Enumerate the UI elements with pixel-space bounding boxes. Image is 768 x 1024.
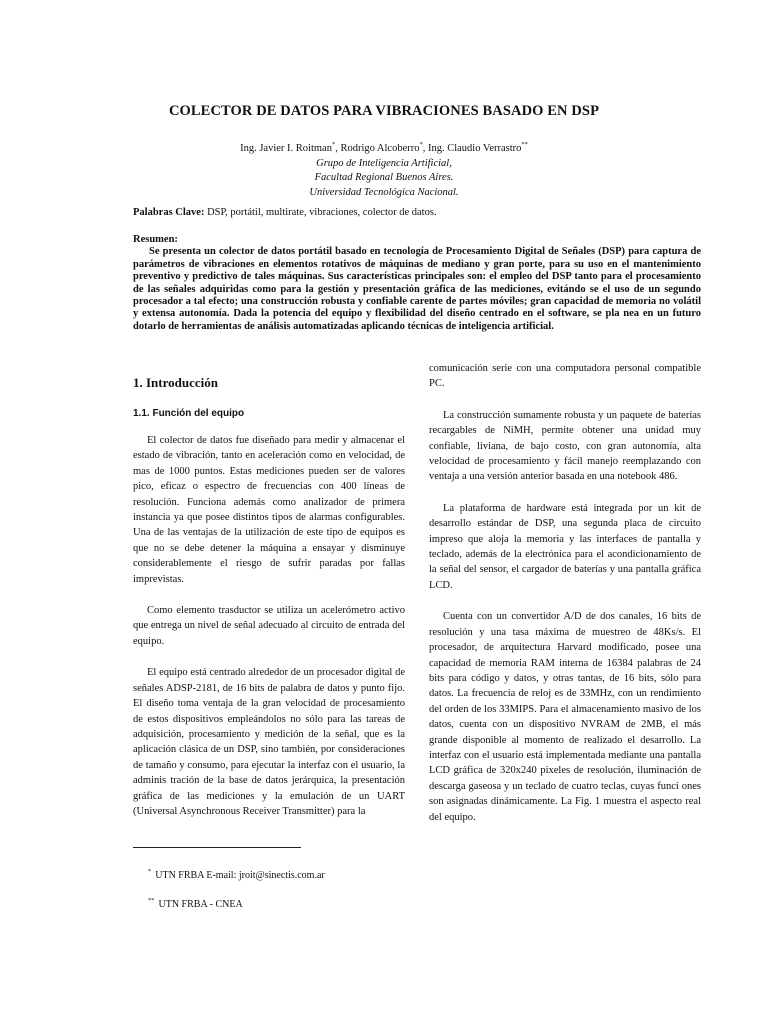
author-mark: ** <box>521 141 528 148</box>
body-paragraph: El colector de datos fue diseñado para medir y almacenar el estado de vibración, tanto en aceleración como en velocidad, de mas de 1000 puntos. Estas mediciones pueden ser de valores pico, eficaz o espectro de frecuencias con 400 líneas de resolución. Funciona además como analizador de primera instancia ya que posee distintos tipos de alarmas configurables. Una de las ventajas de la utilización de este tipo de equipos es que no se debe detener la máquina a ensayar y disminuye considerablemente el riesgo de sufrir paradas por fallas imprevistas. <box>133 435 405 585</box>
keywords-text: DSP, portátil, multirate, vibraciones, colector de datos. <box>204 207 437 218</box>
footnote <box>148 868 325 881</box>
author-mark: * <box>419 141 423 148</box>
subsection-heading: 1.1. Función del equipo <box>133 408 245 419</box>
authors-line <box>0 138 768 157</box>
abstract <box>133 234 701 333</box>
footnote-divider <box>133 847 301 848</box>
footnote-text: UTN FRBA - CNEA <box>158 899 243 910</box>
keywords <box>133 207 703 218</box>
affiliation-line: Universidad Tecnológica Nacional. <box>309 186 459 198</box>
author-sep: , <box>335 143 341 154</box>
section-heading: 1. Introducción <box>133 375 218 390</box>
affiliation-line: Facultad Regional Buenos Aires. <box>314 172 454 183</box>
footnote <box>148 897 243 910</box>
author-sep: , <box>422 143 428 154</box>
author-name: Ing. Javier I. Roitman <box>240 143 332 154</box>
body-paragraph: El equipo está centrado alrededor de un procesador digital de señales ADSP-2181, de 16 bits de palabra de datos y punto fijo. El diseño toma ventaja de la gran velocidad de procesamiento de estos dispositivos empleándolos no sólo para las tareas de adquisición, procesamiento y medición de la señal, que es la aplicación clásica de un DSP, sino también, por consideraciones de tamaño y consumo, para ejecutar la interfaz con el usuario, la adminis tración de la base de datos jerárquica, la presentación gráfica de las mediciones y la emulación de un UART (Universal Asynchronous Receiver Transmitter) para la <box>133 667 405 817</box>
footnote-text: UTN FRBA E-mail: jroit@sinectis.com.ar <box>155 870 325 881</box>
abstract-text: Se presenta un colector de datos portátil basado en tecnología de Procesamiento Digital de Señales (DSP) para captura de parámetros de vibraciones en elementos rotativos de máquinas de mediano y gran porte, para su uso en el mantenimiento preventivo y predictivo de tales máquinas. Sus características principales son: el empleo del DSP tanto para el procesamiento de las señales adquiridas como para la gestión y presentación gráfica de las mediciones, evitándo se el uso de un segundo procesador a tal efecto; una construcción robusta y confiable carente de partes móviles; gran capacidad de memoria no volátil y extensa autonomía. Dada la potencia del equipo y flexibilidad del diseño centrado en el software, se pla nea en un futuro dotarlo de herramientas de análisis automatizadas aplicando técnicas de inteligencia artificial. <box>133 246 701 332</box>
abstract-label: Resumen: <box>133 234 178 245</box>
author-mark: * <box>331 141 336 148</box>
left-column <box>133 374 405 819</box>
footnote-mark: ** <box>148 897 155 904</box>
body-paragraph: Como elemento trasductor se utiliza un acelerómetro activo que entrega un nivel de señal adecuado al circuito de entrada del equipo. <box>133 605 405 647</box>
affiliation-line: Grupo de Inteligencia Artificial, <box>316 157 452 169</box>
author-block <box>0 138 768 200</box>
right-column <box>429 361 701 825</box>
keywords-label: Palabras Clave: <box>133 207 205 218</box>
body-paragraph: Cuenta con un convertidor A/D de dos canales, 16 bits de resolución y una tasa máxima de muestreo de 48Ks/s. El procesador, de arquitectura Harvard modificado, posee una capacidad de memoria RAM interna de 16384 palabras de 24 bits para código y datos, y otras tantas, de 16 bits, sólo para datos. La frecuencia de reloj es de 33MHz, con un rendimiento del orden de los 33MIPS. Para el almacenamiento masivo de los datos, cuenta con un dispositivo NVRAM de 2MB, el más grande disponible al momento de realizado el desarrollo. La interfaz con el usuario está implementada mediante una pantalla LCD gráfica de 320x240 pixeles de resolución, iluminación de descarga gaseosa y un teclado de cuatro teclas, cuyas funci ones son asignadas dinámicamente. La Fig. 1 muestra el aspecto real del equipo. <box>429 611 701 823</box>
paper-title: COLECTOR DE DATOS PARA VIBRACIONES BASADO EN DSP <box>168 103 600 119</box>
body-paragraph: La plataforma de hardware está integrada por un kit de desarrollo estándar de DSP, una segunda placa de circuito impreso que aloja la memoria y las interfaces de pantalla y teclado, además de la electrónica para el acondicionamiento de la señal del sensor, el cargador de baterías y una pantalla gráfica LCD. <box>429 502 701 591</box>
author-name: Rodrigo Alcoberro <box>340 143 420 154</box>
body-paragraph: La construcción sumamente robusta y un paquete de baterías recargables de NiMH, permite obtener una unidad muy confiable, liviana, de bajo costo, con gran autonomía, alta velocidad de procesamiento y fácil manejo reemplazando con ventaja a una versión anterior basada en una notebook 486. <box>429 409 701 483</box>
author-name: Ing. Claudio Verrastro <box>427 143 522 154</box>
footnote-mark: * <box>148 868 152 875</box>
body-paragraph: comunicación serie con una computadora personal compatible PC. <box>429 363 701 390</box>
